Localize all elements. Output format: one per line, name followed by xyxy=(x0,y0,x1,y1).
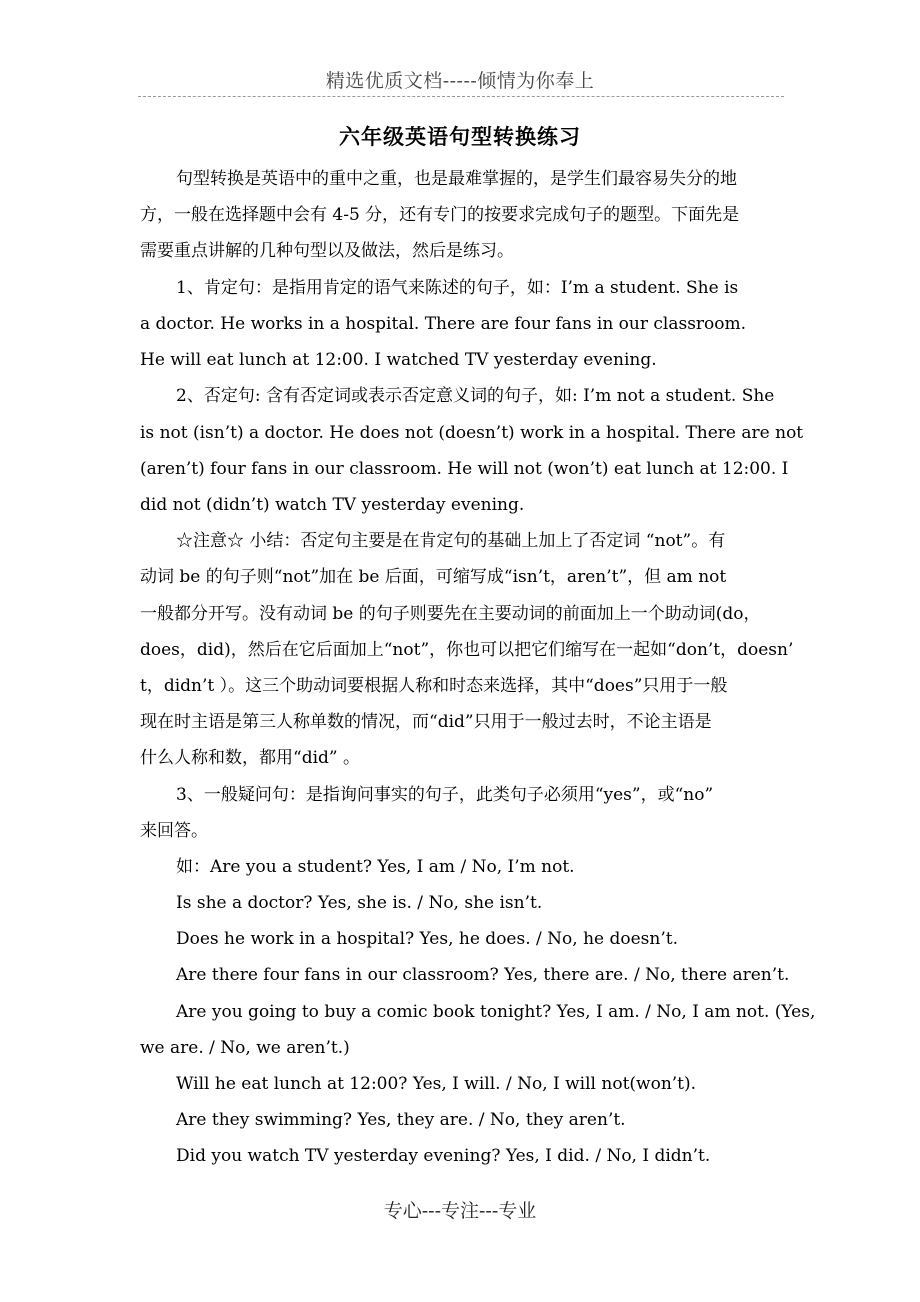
body-line: Are they swimming? Yes, they are. / No, they aren’t. xyxy=(176,1110,626,1130)
body-line: He will eat lunch at 12:00. I watched TV yesterday evening. xyxy=(140,350,657,370)
header-divider xyxy=(138,96,784,97)
body-line: Are you going to buy a comic book tonight? Yes, I am. / No, I am not. (Yes, xyxy=(176,1002,816,1022)
body-line: is not (isn’t) a doctor. He does not (doesn’t) work in a hospital. There are not xyxy=(140,423,804,443)
body-line: 1、肯定句：是指用肯定的语气来陈述的句子，如：I’m a student. She is xyxy=(176,278,739,298)
body-line: we are. / No, we aren’t.) xyxy=(140,1038,350,1058)
body-line: a doctor. He works in a hospital. There are four fans in our classroom. xyxy=(140,314,747,334)
body-line: 句型转换是英语中的重中之重，也是最难掌握的，是学生们最容易失分的地 xyxy=(176,169,737,189)
body-line: 来回答。 xyxy=(140,821,208,841)
body-line: 3、一般疑问句：是指询问事实的句子，此类句子必须用“yes”，或“no” xyxy=(176,785,714,805)
body-line: ☆注意☆ 小结：否定句主要是在肯定句的基础上加上了否定词 “not”。有 xyxy=(176,531,726,551)
document-title: 六年级英语句型转换练习 xyxy=(339,124,581,149)
body-line: 什么人称和数，都用“did” 。 xyxy=(140,748,360,768)
body-line: Did you watch TV yesterday evening? Yes, I did. / No, I didn’t. xyxy=(176,1146,711,1166)
body-line: did not (didn’t) watch TV yesterday evening. xyxy=(140,495,525,515)
body-line: does，did)，然后在它后面加上“not”，你也可以把它们缩写在一起如“don’t，doesn’ xyxy=(140,640,794,660)
body-line: Are there four fans in our classroom? Yes, there are. / No, there aren’t. xyxy=(176,965,790,985)
page-footer: 专心---专注---专业 xyxy=(383,1200,537,1222)
body-line: 一般都分开写。没有动词 be 的句子则要先在主要动词的前面加上一个助动词(do， xyxy=(140,604,761,624)
body-line: 需要重点讲解的几种句型以及做法，然后是练习。 xyxy=(140,241,514,261)
body-line: 方，一般在选择题中会有 4-5 分，还有专门的按要求完成句子的题型。下面先是 xyxy=(140,205,740,225)
body-line: Is she a doctor? Yes, she is. / No, she isn’t. xyxy=(176,893,543,913)
body-line: Will he eat lunch at 12:00? Yes, I will. / No, I will not(won’t). xyxy=(176,1074,697,1094)
body-line: 现在时主语是第三人称单数的情况，而“did”只用于一般过去时，不论主语是 xyxy=(140,712,712,732)
body-line: 2、否定句: 含有否定词或表示否定意义词的句子，如: I’m not a student. She xyxy=(176,386,775,406)
body-line: (aren’t) four fans in our classroom. He will not (won’t) eat lunch at 12:00. I xyxy=(140,459,789,479)
body-line: Does he work in a hospital? Yes, he does. / No, he doesn’t. xyxy=(176,929,678,949)
body-line: 动词 be 的句子则“not”加在 be 后面，可缩写成“isn’t，aren’t”，但 am not xyxy=(140,567,727,587)
body-line: 如：Are you a student? Yes, I am / No, I’m not. xyxy=(176,857,575,877)
body-line: t，didn’t ）。这三个助动词要根据人称和时态来选择，其中“does”只用于一般 xyxy=(140,676,728,696)
page-header: 精选优质文档-----倾情为你奉上 xyxy=(325,70,595,92)
